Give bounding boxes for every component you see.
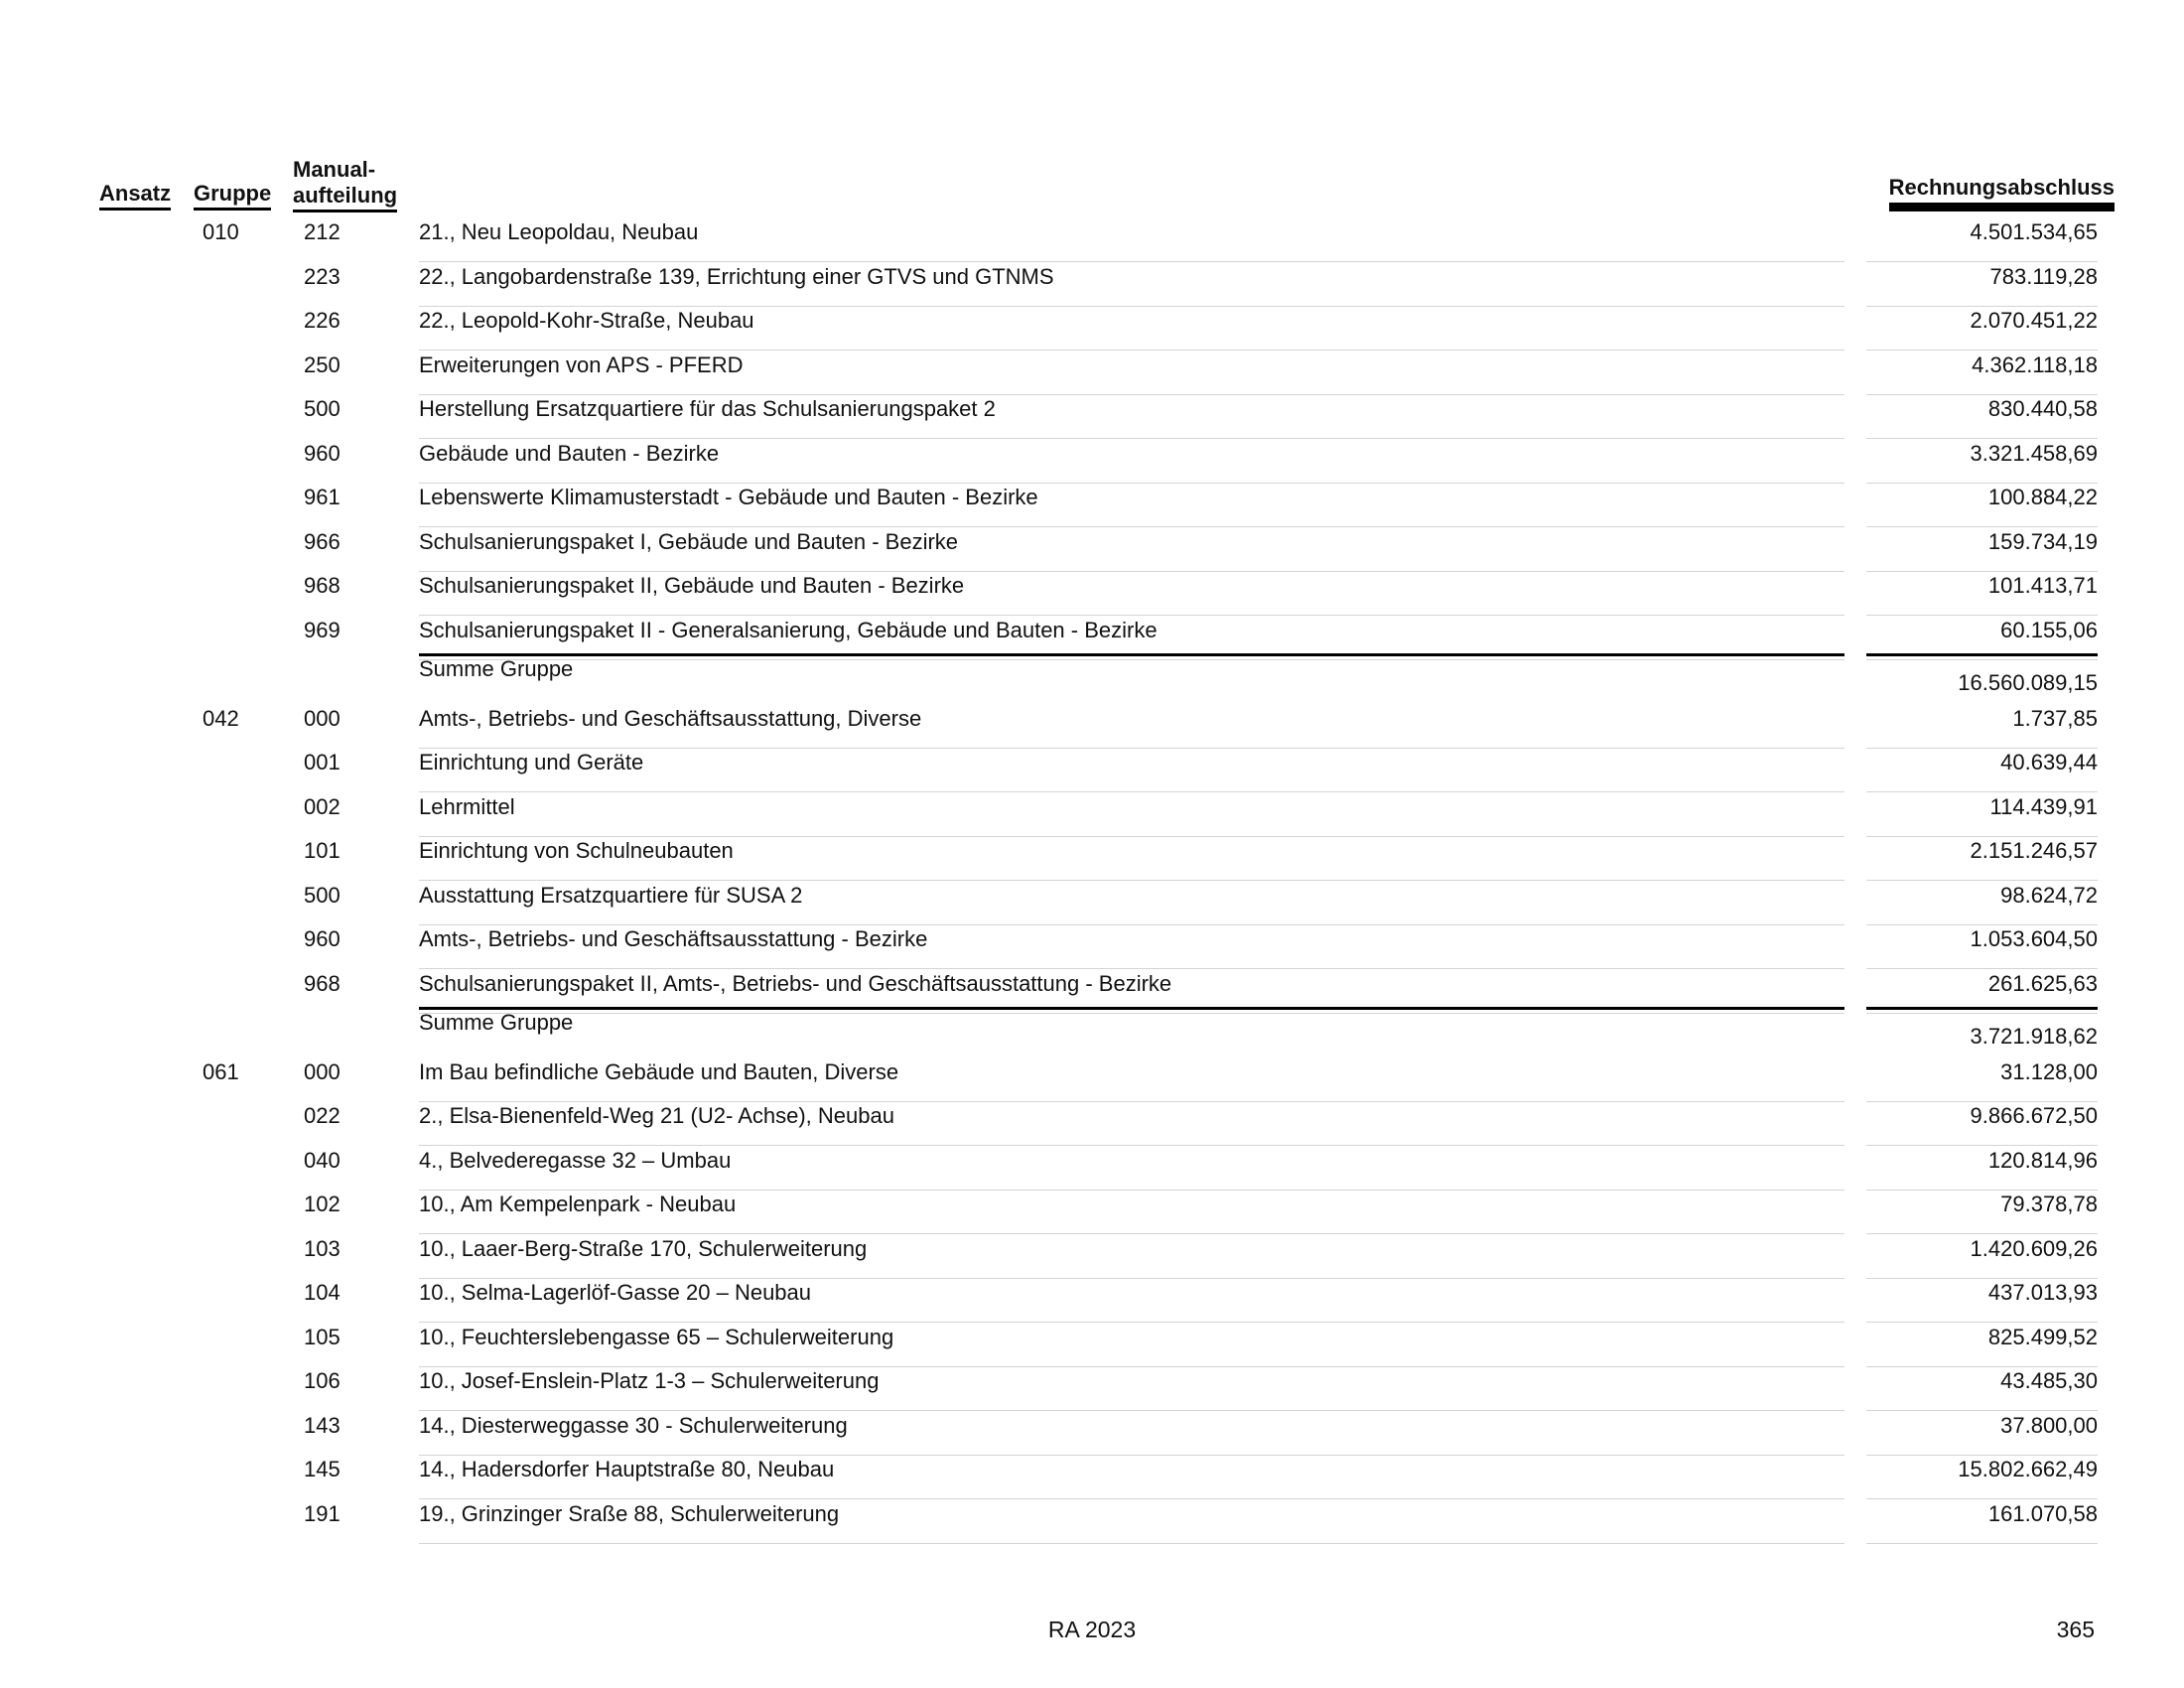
table-row xyxy=(0,704,2184,748)
description-cell: Schulsanierungspaket II - Generalsanierung, Gebäude und Bauten - Bezirke xyxy=(419,616,1844,660)
description-cell: Herstellung Ersatzquartiere für das Schulsanierungspaket 2 xyxy=(419,394,1844,439)
description-cell: Schulsanierungspaket II, Gebäude und Bauten - Bezirke xyxy=(419,571,1844,616)
sum-amount: 16.560.089,15 xyxy=(1866,653,2098,699)
footer-document-label: RA 2023 xyxy=(1047,1617,1137,1642)
description-cell: 14., Diesterweggasse 30 - Schulerweiterung xyxy=(419,1411,1844,1456)
manual-cell: 960 xyxy=(304,926,341,951)
header-ansatz: Ansatz xyxy=(99,181,171,211)
header-gruppe: Gruppe xyxy=(194,181,271,211)
amount-cell: 9.866.672,50 xyxy=(1866,1101,2098,1146)
sum-label: Summe Gruppe xyxy=(419,1007,1844,1050)
amount-cell: 1.053.604,50 xyxy=(1866,924,2098,969)
table-row xyxy=(0,1146,2184,1190)
manual-cell: 250 xyxy=(304,352,341,377)
header-manual-line2: aufteilung xyxy=(293,183,397,212)
table-row xyxy=(0,1278,2184,1322)
sum-label: Summe Gruppe xyxy=(419,653,1844,696)
amount-cell: 40.639,44 xyxy=(1866,748,2098,792)
manual-cell: 106 xyxy=(304,1368,341,1393)
header-manual-line1: Manual- xyxy=(293,157,376,182)
manual-cell: 961 xyxy=(304,485,341,509)
description-cell: Einrichtung von Schulneubauten xyxy=(419,836,1844,881)
description-cell: 4., Belvederegasse 32 – Umbau xyxy=(419,1146,1844,1191)
description-cell: 21., Neu Leopoldau, Neubau xyxy=(419,217,1844,262)
table-row xyxy=(0,836,2184,880)
manual-cell: 103 xyxy=(304,1235,341,1261)
description-cell: Einrichtung und Geräte xyxy=(419,748,1844,792)
manual-cell: 223 xyxy=(304,263,341,289)
table-row xyxy=(0,483,2184,526)
amount-cell: 98.624,72 xyxy=(1866,881,2098,925)
table-row xyxy=(0,924,2184,968)
amount-cell: 100.884,22 xyxy=(1866,483,2098,527)
sum-amount: 3.721.918,62 xyxy=(1866,1007,2098,1053)
description-cell: 19., Grinzinger Sraße 88, Schulerweiterung xyxy=(419,1499,1844,1544)
table-row xyxy=(0,881,2184,924)
table-row xyxy=(0,792,2184,836)
sum-row xyxy=(0,653,2184,697)
manual-cell: 105 xyxy=(304,1324,341,1349)
manual-cell: 001 xyxy=(304,750,341,774)
amount-cell: 15.802.662,49 xyxy=(1866,1455,2098,1499)
table-row xyxy=(0,1101,2184,1145)
amount-cell: 161.070,58 xyxy=(1866,1499,2098,1544)
table-row xyxy=(0,748,2184,791)
description-cell: Erweiterungen von APS - PFERD xyxy=(419,351,1844,395)
manual-cell: 500 xyxy=(304,396,341,421)
description-cell: Gebäude und Bauten - Bezirke xyxy=(419,439,1844,484)
manual-cell: 000 xyxy=(304,705,341,731)
manual-cell: 226 xyxy=(304,308,341,333)
manual-cell: 000 xyxy=(304,1058,341,1084)
table-row xyxy=(0,616,2184,659)
manual-cell: 102 xyxy=(304,1192,341,1216)
description-cell: 10., Laaer-Berg-Straße 170, Schulerweiterung xyxy=(419,1234,1844,1279)
amount-cell: 37.800,00 xyxy=(1866,1411,2098,1456)
amount-cell: 31.128,00 xyxy=(1866,1057,2098,1102)
description-cell: 10., Josef-Enslein-Platz 1-3 – Schulerweiterung xyxy=(419,1366,1844,1411)
manual-cell: 040 xyxy=(304,1147,341,1173)
table-row xyxy=(0,439,2184,483)
table-row xyxy=(0,217,2184,261)
gruppe-cell: 042 xyxy=(203,705,239,731)
manual-cell: 104 xyxy=(304,1280,341,1305)
amount-cell: 101.413,71 xyxy=(1866,571,2098,616)
gruppe-cell: 061 xyxy=(203,1058,239,1084)
manual-cell: 966 xyxy=(304,528,341,554)
description-cell: Schulsanierungspaket I, Gebäude und Bauten - Bezirke xyxy=(419,527,1844,572)
table-row xyxy=(0,527,2184,571)
manual-cell: 101 xyxy=(304,838,341,863)
amount-cell: 830.440,58 xyxy=(1866,394,2098,439)
table-row xyxy=(0,1499,2184,1543)
amount-cell: 159.734,19 xyxy=(1866,527,2098,572)
manual-cell: 002 xyxy=(304,793,341,819)
table-row xyxy=(0,1455,2184,1498)
amount-cell: 783.119,28 xyxy=(1866,262,2098,307)
table-row xyxy=(0,1411,2184,1455)
table-row xyxy=(0,394,2184,438)
description-cell: Ausstattung Ersatzquartiere für SUSA 2 xyxy=(419,881,1844,925)
description-cell: 22., Leopold-Kohr-Straße, Neubau xyxy=(419,306,1844,351)
table-row xyxy=(0,306,2184,350)
footer-page-number: 365 xyxy=(2056,1617,2095,1642)
table-row xyxy=(0,351,2184,394)
description-cell: Lebenswerte Klimamusterstadt - Gebäude und Bauten - Bezirke xyxy=(419,483,1844,527)
table-row xyxy=(0,1190,2184,1233)
table-row xyxy=(0,1234,2184,1278)
table-row xyxy=(0,1057,2184,1101)
description-cell: Lehrmittel xyxy=(419,792,1844,837)
description-cell: Schulsanierungspaket II, Amts-, Betriebs- und Geschäftsausstattung - Bezirke xyxy=(419,969,1844,1014)
table-row xyxy=(0,969,2184,1013)
manual-cell: 969 xyxy=(304,617,341,642)
description-cell: 10., Selma-Lagerlöf-Gasse 20 – Neubau xyxy=(419,1278,1844,1323)
amount-cell: 1.420.609,26 xyxy=(1866,1234,2098,1279)
amount-cell: 261.625,63 xyxy=(1866,969,2098,1014)
amount-cell: 79.378,78 xyxy=(1866,1190,2098,1234)
amount-cell: 4.501.534,65 xyxy=(1866,217,2098,262)
manual-cell: 212 xyxy=(304,219,341,244)
header-rechnungsabschluss: Rechnungsabschluss xyxy=(1889,175,2115,211)
table-row xyxy=(0,1323,2184,1366)
description-cell: 10., Feuchterslebengasse 65 – Schulerweiterung xyxy=(419,1323,1844,1367)
manual-cell: 145 xyxy=(304,1457,341,1481)
description-cell: 14., Hadersdorfer Hauptstraße 80, Neubau xyxy=(419,1455,1844,1499)
amount-cell: 1.737,85 xyxy=(1866,704,2098,749)
amount-cell: 2.151.246,57 xyxy=(1866,836,2098,881)
description-cell: Amts-, Betriebs- und Geschäftsausstattung, Diverse xyxy=(419,704,1844,749)
gruppe-cell: 010 xyxy=(203,219,239,244)
amount-cell: 60.155,06 xyxy=(1866,616,2098,660)
sum-row xyxy=(0,1007,2184,1051)
amount-cell: 43.485,30 xyxy=(1866,1366,2098,1411)
manual-cell: 960 xyxy=(304,440,341,466)
amount-cell: 120.814,96 xyxy=(1866,1146,2098,1191)
manual-cell: 500 xyxy=(304,882,341,908)
manual-cell: 191 xyxy=(304,1500,341,1526)
amount-cell: 825.499,52 xyxy=(1866,1323,2098,1367)
table-row xyxy=(0,571,2184,615)
amount-cell: 4.362.118,18 xyxy=(1866,351,2098,395)
description-cell: 10., Am Kempelenpark - Neubau xyxy=(419,1190,1844,1234)
table-row xyxy=(0,1366,2184,1410)
amount-cell: 114.439,91 xyxy=(1866,792,2098,837)
manual-cell: 968 xyxy=(304,573,341,598)
description-cell: 22., Langobardenstraße 139, Errichtung einer GTVS und GTNMS xyxy=(419,262,1844,307)
manual-cell: 022 xyxy=(304,1103,341,1128)
amount-cell: 3.321.458,69 xyxy=(1866,439,2098,484)
amount-cell: 437.013,93 xyxy=(1866,1278,2098,1323)
manual-cell: 968 xyxy=(304,970,341,996)
table-row xyxy=(0,262,2184,306)
manual-cell: 143 xyxy=(304,1412,341,1438)
description-cell: Im Bau befindliche Gebäude und Bauten, Diverse xyxy=(419,1057,1844,1102)
description-cell: Amts-, Betriebs- und Geschäftsausstattung - Bezirke xyxy=(419,924,1844,969)
description-cell: 2., Elsa-Bienenfeld-Weg 21 (U2- Achse), Neubau xyxy=(419,1101,1844,1146)
amount-cell: 2.070.451,22 xyxy=(1866,306,2098,351)
